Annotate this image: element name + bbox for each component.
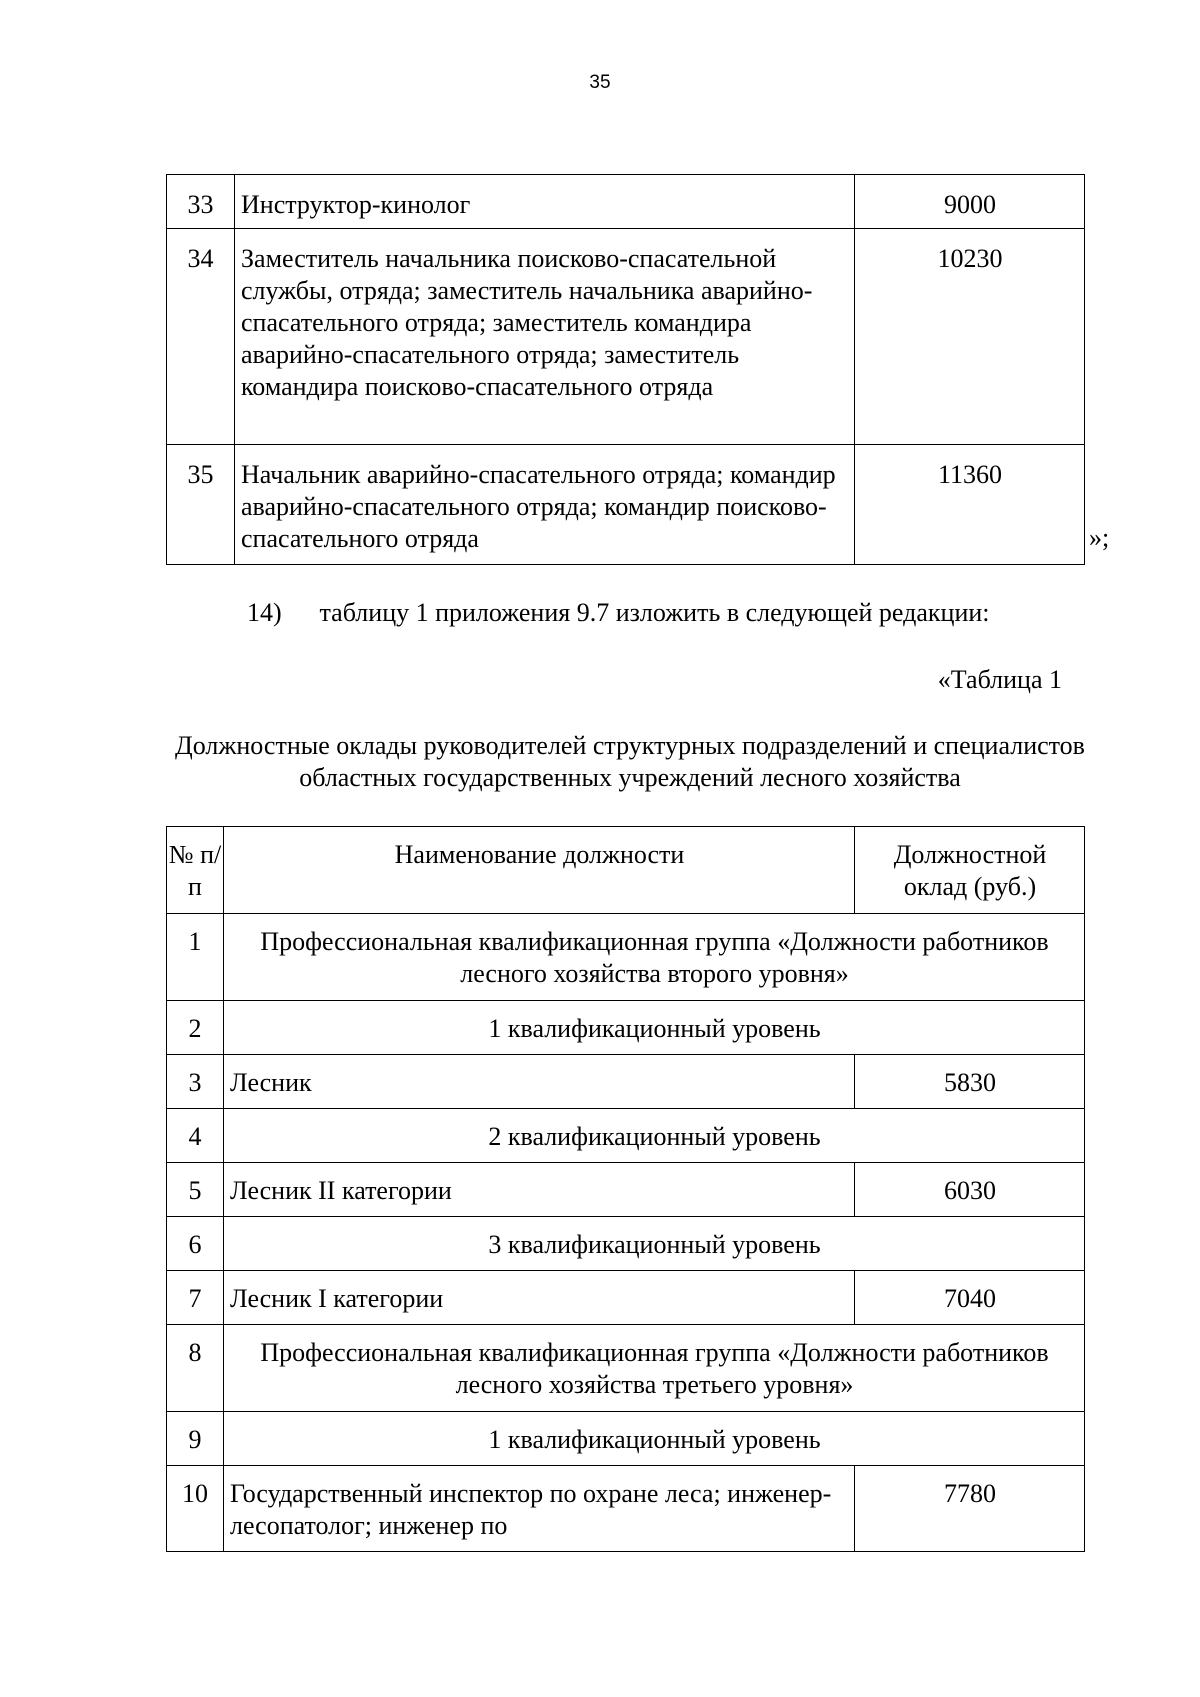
position-name: Лесник xyxy=(224,1055,855,1109)
table-row xyxy=(167,1325,1085,1412)
closing-quote-mark: »; xyxy=(1089,523,1110,552)
table-row xyxy=(167,229,1085,445)
table-header-row xyxy=(167,827,1085,914)
position-name: Лесник I категории xyxy=(224,1271,855,1325)
table-row xyxy=(167,1271,1085,1325)
row-number: 2 xyxy=(167,1001,224,1055)
table-row xyxy=(167,1001,1085,1055)
table-row xyxy=(167,445,1085,565)
level-heading: 1 квалификационный уровень xyxy=(224,1412,1085,1466)
position-name: Инструктор-кинолог xyxy=(235,175,855,229)
table-row xyxy=(167,1055,1085,1109)
row-number: 7 xyxy=(167,1271,224,1325)
level-heading: 1 квалификационный уровень xyxy=(224,1001,1085,1055)
table-row xyxy=(167,1217,1085,1271)
table-row xyxy=(167,1163,1085,1217)
amendment-paragraph xyxy=(247,598,990,628)
table-row xyxy=(167,175,1085,229)
row-number: 9 xyxy=(167,1412,224,1466)
row-number: 1 xyxy=(167,914,224,1001)
row-number: 10 xyxy=(167,1466,224,1552)
salary-value: 7040 xyxy=(855,1271,1085,1325)
table-row xyxy=(167,1466,1085,1552)
salary-value: 6030 xyxy=(855,1163,1085,1217)
row-number: 34 xyxy=(167,229,235,445)
group-heading: Профессиональная квалификационная группа «Должности работников лесного хозяйства второго уровня» xyxy=(224,914,1085,1001)
table-label: «Таблица 1 xyxy=(937,665,1062,694)
salary-value: 10230 xyxy=(855,229,1085,445)
position-name: Лесник II категории xyxy=(224,1163,855,1217)
table-row xyxy=(167,1109,1085,1163)
group-heading: Профессиональная квалификационная группа «Должности работников лесного хозяйства третьего уровня» xyxy=(224,1325,1085,1412)
position-name: Заместитель начальника поисково-спасательной службы, отряда; заместитель начальника аварийно-спасательного отряда; заместитель командира аварийно-спасательного отряда; заместитель командира поисково-спасательного отряда xyxy=(235,229,855,445)
salary-value: 7780 xyxy=(855,1466,1085,1552)
table-row xyxy=(167,1412,1085,1466)
row-number: 6 xyxy=(167,1217,224,1271)
page-number: 35 xyxy=(589,72,611,93)
salary-value: 11360 xyxy=(855,445,1085,565)
salary-value: 5830 xyxy=(855,1055,1085,1109)
level-heading: 2 квалификационный уровень xyxy=(224,1109,1085,1163)
row-number: 8 xyxy=(167,1325,224,1412)
level-heading: 3 квалификационный уровень xyxy=(224,1217,1085,1271)
row-number: 3 xyxy=(167,1055,224,1109)
positions-table-continued xyxy=(166,174,1085,565)
row-number: 35 xyxy=(167,445,235,565)
row-number: 5 xyxy=(167,1163,224,1217)
position-name: Государственный инспектор по охране леса; инженер-лесопатолог; инженер по xyxy=(224,1466,855,1552)
row-number: 33 xyxy=(167,175,235,229)
salaries-table xyxy=(166,826,1085,1552)
header-salary: Должностной оклад (руб.) xyxy=(855,827,1085,914)
paragraph-number: 14) xyxy=(247,598,282,627)
table-title: Должностные оклады руководителей структурных подразделений и специалистов областных государственных учреждений лесного хозяйства xyxy=(175,731,1085,792)
position-name: Начальник аварийно-спасательного отряда; командир аварийно-спасательного отряда; командир поисково-спасательного отряда xyxy=(235,445,855,565)
salary-value: 9000 xyxy=(855,175,1085,229)
header-position-name: Наименование должности xyxy=(224,827,855,914)
paragraph-text: таблицу 1 приложения 9.7 изложить в следующей редакции: xyxy=(319,598,990,627)
table-row xyxy=(167,914,1085,1001)
header-number: № п/п xyxy=(167,827,224,914)
row-number: 4 xyxy=(167,1109,224,1163)
